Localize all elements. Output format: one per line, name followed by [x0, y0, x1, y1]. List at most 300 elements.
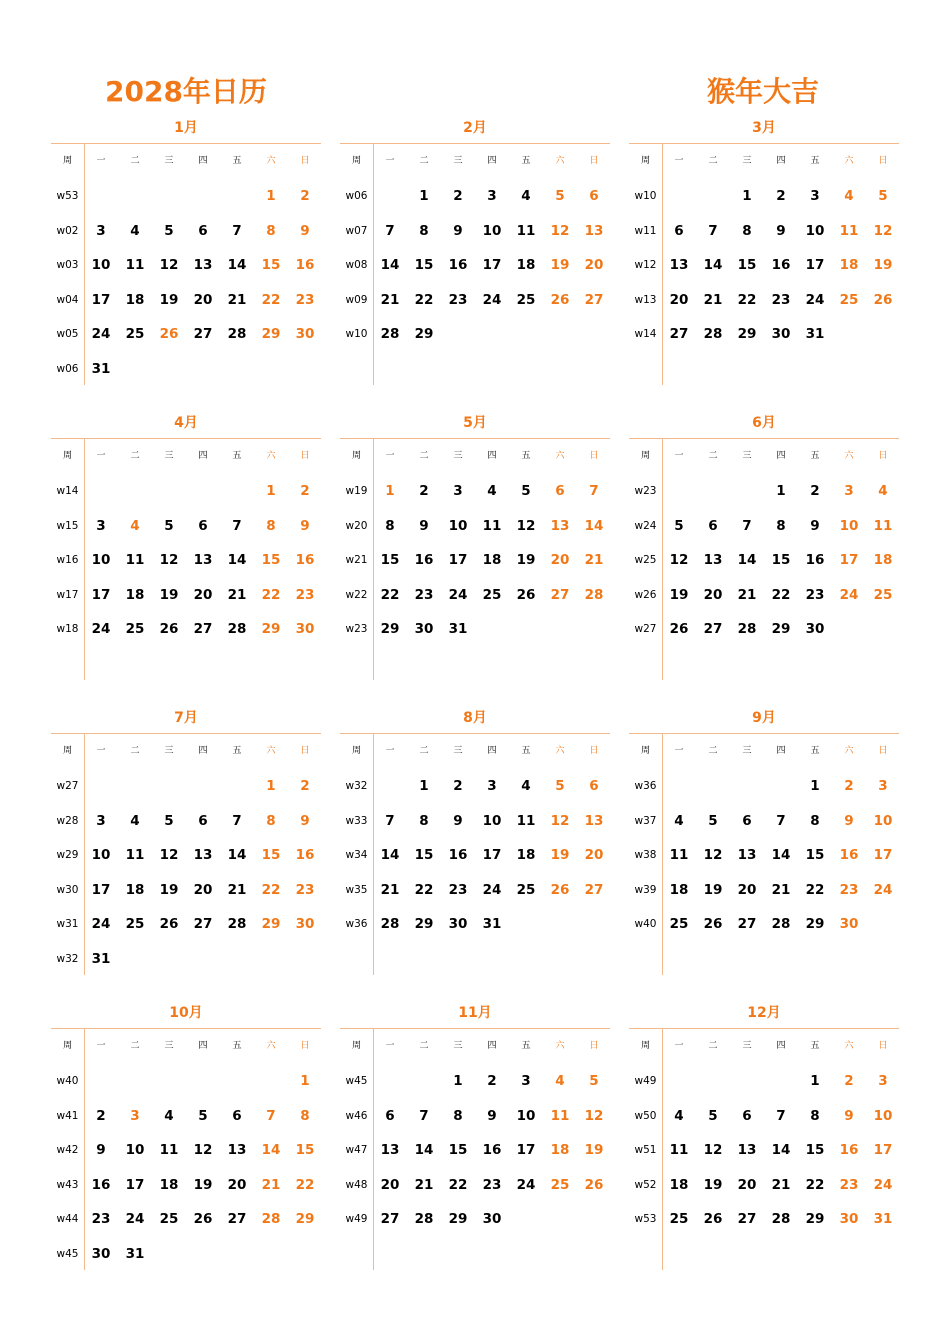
day-cell: 3	[96, 812, 106, 829]
day-cell: 9	[844, 812, 854, 829]
day-cell: 20	[737, 1176, 757, 1193]
day-cell: 15	[737, 257, 757, 274]
day-cell: 28	[584, 586, 604, 603]
month-name: 6月	[752, 415, 776, 431]
day-cell: 26	[516, 586, 536, 603]
day-cell: 6	[198, 812, 208, 829]
day-cell: 4	[130, 222, 140, 239]
month-header-rule	[340, 733, 610, 734]
weekday-label: 六	[555, 746, 565, 756]
day-cell: 17	[91, 291, 111, 308]
day-cell: 18	[839, 257, 859, 274]
day-cell: 10	[125, 1142, 145, 1159]
week-number: w37	[634, 814, 657, 827]
day-cell: 20	[737, 881, 757, 898]
weekday-label: 六	[844, 746, 854, 756]
day-cell: 16	[295, 847, 315, 864]
week-number: w47	[345, 1144, 368, 1157]
day-cell: 3	[844, 483, 854, 499]
weekday-header	[340, 743, 610, 759]
day-cell: 19	[584, 1142, 604, 1159]
week-number: w31	[56, 918, 79, 931]
day-cell: 12	[159, 257, 179, 274]
weekday-label: 六	[844, 156, 854, 166]
day-cell: 27	[584, 291, 604, 308]
day-cell: 10	[873, 1107, 893, 1124]
week-number: w16	[56, 554, 79, 567]
day-cell: 5	[521, 483, 531, 499]
day-cell: 25	[873, 586, 893, 603]
week-number: w53	[56, 190, 79, 202]
day-cell: 18	[550, 1142, 570, 1159]
month-header-rule	[51, 733, 321, 734]
weekday-label: 六	[844, 451, 854, 461]
day-cell: 31	[873, 1211, 893, 1228]
weekday-label: 二	[130, 1041, 140, 1051]
weekday-label: 四	[487, 746, 497, 756]
day-cell: 20	[703, 586, 723, 603]
day-cell: 30	[414, 621, 434, 638]
week-header-label: 周	[62, 156, 72, 166]
weekday-label: 日	[589, 156, 599, 166]
week-number: w29	[56, 849, 79, 862]
day-cell: 13	[737, 847, 757, 864]
day-cell: 5	[164, 222, 174, 239]
day-cell: 13	[703, 552, 723, 569]
month-name: 3月	[752, 120, 776, 136]
month-name: 1月	[174, 120, 198, 136]
day-cell: 28	[380, 326, 400, 343]
week-number: w49	[345, 1213, 368, 1226]
month-name: 10月	[169, 1005, 203, 1021]
day-cell: 27	[193, 326, 213, 343]
month-block	[340, 413, 610, 685]
day-cell: 24	[125, 1211, 145, 1228]
weekday-label: 一	[96, 1041, 106, 1051]
weekday-label: 三	[742, 451, 752, 461]
day-cell: 14	[584, 517, 604, 534]
weekday-label: 六	[555, 451, 565, 461]
weekday-label: 一	[385, 156, 395, 166]
day-cell: 18	[873, 552, 893, 569]
day-cell: 14	[414, 1142, 434, 1159]
day-cell: 4	[674, 812, 684, 829]
day-cell: 2	[300, 778, 310, 794]
day-cell: 26	[703, 916, 723, 933]
day-cell: 15	[805, 847, 825, 864]
day-cell: 23	[91, 1211, 111, 1228]
day-cell: 30	[295, 326, 315, 343]
weekday-header	[340, 1038, 610, 1054]
day-cell: 15	[261, 847, 281, 864]
day-cell: 29	[805, 916, 825, 933]
day-cell: 1	[266, 483, 276, 499]
day-cell: 10	[482, 222, 502, 239]
month-name: 12月	[747, 1005, 781, 1021]
day-cell: 5	[674, 517, 684, 534]
day-cell: 6	[589, 188, 599, 204]
weekday-label: 四	[487, 156, 497, 166]
day-cell: 3	[487, 188, 497, 204]
day-cell: 21	[227, 881, 247, 898]
day-cell: 22	[414, 881, 434, 898]
day-cell: 5	[164, 517, 174, 534]
day-cell: 2	[419, 483, 429, 499]
day-cell: 12	[703, 1142, 723, 1159]
weekday-label: 六	[266, 746, 276, 756]
day-cell: 17	[482, 847, 502, 864]
day-cell: 18	[125, 881, 145, 898]
weekday-label: 二	[708, 451, 718, 461]
day-cell: 21	[227, 291, 247, 308]
weekday-label: 三	[453, 451, 463, 461]
month-name: 7月	[174, 710, 198, 726]
weekday-label: 三	[164, 451, 174, 461]
day-cell: 3	[453, 483, 463, 499]
day-cell: 14	[227, 257, 247, 274]
weekday-label: 三	[164, 746, 174, 756]
day-cell: 9	[453, 222, 463, 239]
day-cell: 16	[448, 847, 468, 864]
day-cell: 23	[482, 1176, 502, 1193]
week-header-label: 周	[640, 1041, 650, 1051]
day-cell: 17	[873, 847, 893, 864]
week-number: w10	[345, 328, 368, 341]
day-cell: 10	[482, 812, 502, 829]
weekday-label: 三	[742, 746, 752, 756]
weekday-label: 五	[232, 1041, 242, 1051]
day-cell: 29	[448, 1211, 468, 1228]
month-block	[629, 118, 899, 390]
day-cell: 20	[380, 1176, 400, 1193]
week-number: w24	[634, 519, 657, 532]
weekday-label: 四	[776, 451, 786, 461]
day-cell: 25	[550, 1176, 570, 1193]
week-header-label: 周	[351, 1041, 361, 1051]
day-cell: 26	[873, 291, 893, 308]
day-cell: 8	[419, 222, 429, 239]
day-cell: 9	[300, 222, 310, 239]
weekday-label: 二	[130, 156, 140, 166]
day-cell: 31	[805, 326, 825, 343]
day-cell: 28	[227, 621, 247, 638]
month-header-rule	[340, 143, 610, 144]
day-cell: 8	[453, 1107, 463, 1124]
day-cell: 19	[550, 257, 570, 274]
day-cell: 21	[703, 291, 723, 308]
day-cell: 8	[419, 812, 429, 829]
day-cell: 4	[130, 812, 140, 829]
day-cell: 5	[555, 778, 565, 794]
day-cell: 23	[414, 586, 434, 603]
month-name: 2月	[463, 120, 487, 136]
week-number: w22	[345, 588, 368, 601]
weekday-label: 日	[300, 1041, 310, 1051]
day-cell: 19	[193, 1176, 213, 1193]
day-cell: 14	[380, 847, 400, 864]
day-cell: 17	[805, 257, 825, 274]
day-cell: 18	[125, 291, 145, 308]
day-cell: 12	[550, 222, 570, 239]
day-cell: 30	[91, 1246, 111, 1262]
day-cell: 1	[266, 778, 276, 794]
day-cell: 12	[516, 517, 536, 534]
day-cell: 29	[261, 621, 281, 638]
month-header-rule	[51, 143, 321, 144]
week-number: w03	[56, 259, 79, 272]
day-cell: 26	[193, 1211, 213, 1228]
day-cell: 6	[674, 222, 684, 239]
day-cell: 8	[266, 812, 276, 829]
month-block	[51, 1003, 321, 1275]
day-cell: 13	[193, 847, 213, 864]
day-cell: 22	[261, 586, 281, 603]
day-cell: 22	[448, 1176, 468, 1193]
day-cell: 26	[703, 1211, 723, 1228]
day-cell: 1	[385, 483, 395, 499]
day-cell: 7	[385, 812, 395, 829]
day-cell: 16	[839, 847, 859, 864]
day-cell: 14	[380, 257, 400, 274]
week-number: w27	[56, 780, 79, 792]
day-cell: 20	[669, 291, 689, 308]
month-name: 4月	[174, 415, 198, 431]
day-cell: 25	[516, 881, 536, 898]
day-cell: 19	[550, 847, 570, 864]
day-cell: 29	[771, 621, 791, 638]
day-cell: 24	[91, 916, 111, 933]
day-cell: 16	[91, 1176, 111, 1193]
day-cell: 15	[414, 257, 434, 274]
day-cell: 30	[295, 621, 315, 638]
day-cell: 1	[453, 1073, 463, 1089]
week-number: w23	[345, 623, 368, 636]
day-cell: 18	[159, 1176, 179, 1193]
day-cell: 6	[742, 1107, 752, 1124]
day-cell: 19	[703, 881, 723, 898]
day-cell: 23	[839, 881, 859, 898]
day-cell: 24	[91, 621, 111, 638]
day-cell: 15	[771, 552, 791, 569]
weekday-label: 一	[385, 451, 395, 461]
day-cell: 13	[584, 812, 604, 829]
week-number: w50	[634, 1109, 657, 1122]
week-number: w27	[634, 623, 657, 636]
day-cell: 19	[669, 586, 689, 603]
weekday-label: 五	[232, 451, 242, 461]
day-cell: 3	[130, 1107, 140, 1124]
day-cell: 21	[227, 586, 247, 603]
day-cell: 27	[669, 326, 689, 343]
day-cell: 23	[448, 291, 468, 308]
day-cell: 16	[805, 552, 825, 569]
week-number: w53	[634, 1213, 657, 1226]
month-header-rule	[340, 438, 610, 439]
day-cell: 22	[261, 881, 281, 898]
week-number: w25	[634, 554, 657, 567]
day-cell: 16	[295, 552, 315, 569]
day-cell: 24	[873, 1176, 893, 1193]
day-cell: 6	[708, 517, 718, 534]
week-number: w41	[56, 1109, 79, 1122]
weekday-header	[629, 743, 899, 759]
week-header-label: 周	[62, 746, 72, 756]
day-cell: 6	[198, 222, 208, 239]
week-number: w12	[634, 259, 657, 272]
day-cell: 10	[91, 257, 111, 274]
day-cell: 28	[227, 916, 247, 933]
week-number: w02	[56, 224, 79, 237]
day-cell: 16	[295, 257, 315, 274]
weekday-label: 四	[487, 1041, 497, 1051]
day-cell: 13	[584, 222, 604, 239]
week-header-label: 周	[62, 451, 72, 461]
week-number: w15	[56, 519, 79, 532]
month-block	[629, 708, 899, 980]
week-number: w45	[56, 1248, 79, 1260]
day-cell: 4	[844, 188, 854, 204]
day-cell: 20	[193, 291, 213, 308]
day-cell: 16	[839, 1142, 859, 1159]
day-cell: 6	[589, 778, 599, 794]
weekday-label: 一	[385, 1041, 395, 1051]
day-cell: 7	[776, 812, 786, 829]
day-cell: 20	[584, 847, 604, 864]
day-cell: 7	[708, 222, 718, 239]
weekday-label: 日	[878, 746, 888, 756]
day-cell: 2	[810, 483, 820, 499]
day-cell: 3	[521, 1073, 531, 1089]
day-cell: 29	[805, 1211, 825, 1228]
day-cell: 21	[414, 1176, 434, 1193]
day-cell: 2	[776, 188, 786, 204]
day-cell: 23	[448, 881, 468, 898]
week-header-label: 周	[351, 156, 361, 166]
day-cell: 5	[878, 188, 888, 204]
day-cell: 21	[584, 552, 604, 569]
day-cell: 24	[805, 291, 825, 308]
day-cell: 31	[125, 1246, 145, 1262]
day-cell: 2	[300, 483, 310, 499]
month-block	[340, 1003, 610, 1275]
day-cell: 25	[669, 1211, 689, 1228]
day-cell: 16	[771, 257, 791, 274]
day-cell: 11	[125, 847, 145, 864]
weekday-label: 二	[130, 746, 140, 756]
week-header-label: 周	[640, 746, 650, 756]
month-name: 9月	[752, 710, 776, 726]
day-cell: 29	[414, 326, 434, 343]
weekday-label: 五	[521, 156, 531, 166]
day-cell: 1	[742, 188, 752, 204]
day-cell: 18	[669, 881, 689, 898]
day-cell: 1	[419, 778, 429, 794]
day-cell: 24	[516, 1176, 536, 1193]
weekday-label: 六	[555, 156, 565, 166]
weekday-header	[629, 448, 899, 464]
day-cell: 4	[487, 483, 497, 499]
weekday-header	[51, 153, 321, 169]
day-cell: 17	[448, 552, 468, 569]
day-cell: 3	[487, 778, 497, 794]
week-number: w28	[56, 814, 79, 827]
day-cell: 24	[91, 326, 111, 343]
day-cell: 16	[448, 257, 468, 274]
day-cell: 12	[703, 847, 723, 864]
month-header-rule	[340, 1028, 610, 1029]
day-cell: 30	[295, 916, 315, 933]
month-block	[340, 708, 610, 980]
day-cell: 26	[159, 326, 179, 343]
weekday-label: 日	[589, 1041, 599, 1051]
day-cell: 27	[193, 916, 213, 933]
week-number: w40	[56, 1075, 79, 1087]
day-cell: 21	[261, 1176, 281, 1193]
day-cell: 17	[91, 586, 111, 603]
day-cell: 22	[380, 586, 400, 603]
week-number: w42	[56, 1144, 79, 1157]
weekday-label: 二	[419, 451, 429, 461]
day-cell: 8	[266, 517, 276, 534]
day-cell: 15	[805, 1142, 825, 1159]
day-cell: 28	[414, 1211, 434, 1228]
day-cell: 26	[159, 916, 179, 933]
day-cell: 9	[844, 1107, 854, 1124]
day-cell: 15	[295, 1142, 315, 1159]
day-cell: 10	[839, 517, 859, 534]
day-cell: 7	[385, 222, 395, 239]
day-cell: 25	[125, 326, 145, 343]
day-cell: 14	[227, 552, 247, 569]
week-number: w32	[345, 780, 368, 792]
day-cell: 24	[839, 586, 859, 603]
day-cell: 11	[669, 847, 689, 864]
day-cell: 15	[414, 847, 434, 864]
weekday-label: 四	[776, 746, 786, 756]
week-number: w18	[56, 623, 79, 636]
month-name: 11月	[458, 1005, 492, 1021]
day-cell: 11	[516, 812, 536, 829]
day-cell: 2	[453, 778, 463, 794]
day-cell: 2	[96, 1107, 106, 1124]
day-cell: 3	[96, 222, 106, 239]
weekday-label: 日	[300, 451, 310, 461]
weekday-header	[51, 448, 321, 464]
day-cell: 17	[91, 881, 111, 898]
weekday-label: 六	[844, 1041, 854, 1051]
day-cell: 6	[198, 517, 208, 534]
day-cell: 6	[742, 812, 752, 829]
weekday-label: 一	[96, 156, 106, 166]
day-cell: 9	[810, 517, 820, 534]
day-cell: 9	[419, 517, 429, 534]
day-cell: 13	[193, 257, 213, 274]
month-header-rule	[51, 438, 321, 439]
day-cell: 5	[708, 812, 718, 829]
day-cell: 17	[125, 1176, 145, 1193]
weekday-header	[51, 1038, 321, 1054]
week-number: w05	[56, 328, 79, 341]
week-header-label: 周	[640, 156, 650, 166]
day-cell: 20	[193, 881, 213, 898]
week-number: w36	[634, 780, 657, 792]
weekday-label: 日	[589, 746, 599, 756]
day-cell: 7	[589, 483, 599, 499]
day-cell: 28	[703, 326, 723, 343]
day-cell: 27	[227, 1211, 247, 1228]
month-header-rule	[629, 1028, 899, 1029]
weekday-label: 五	[810, 746, 820, 756]
